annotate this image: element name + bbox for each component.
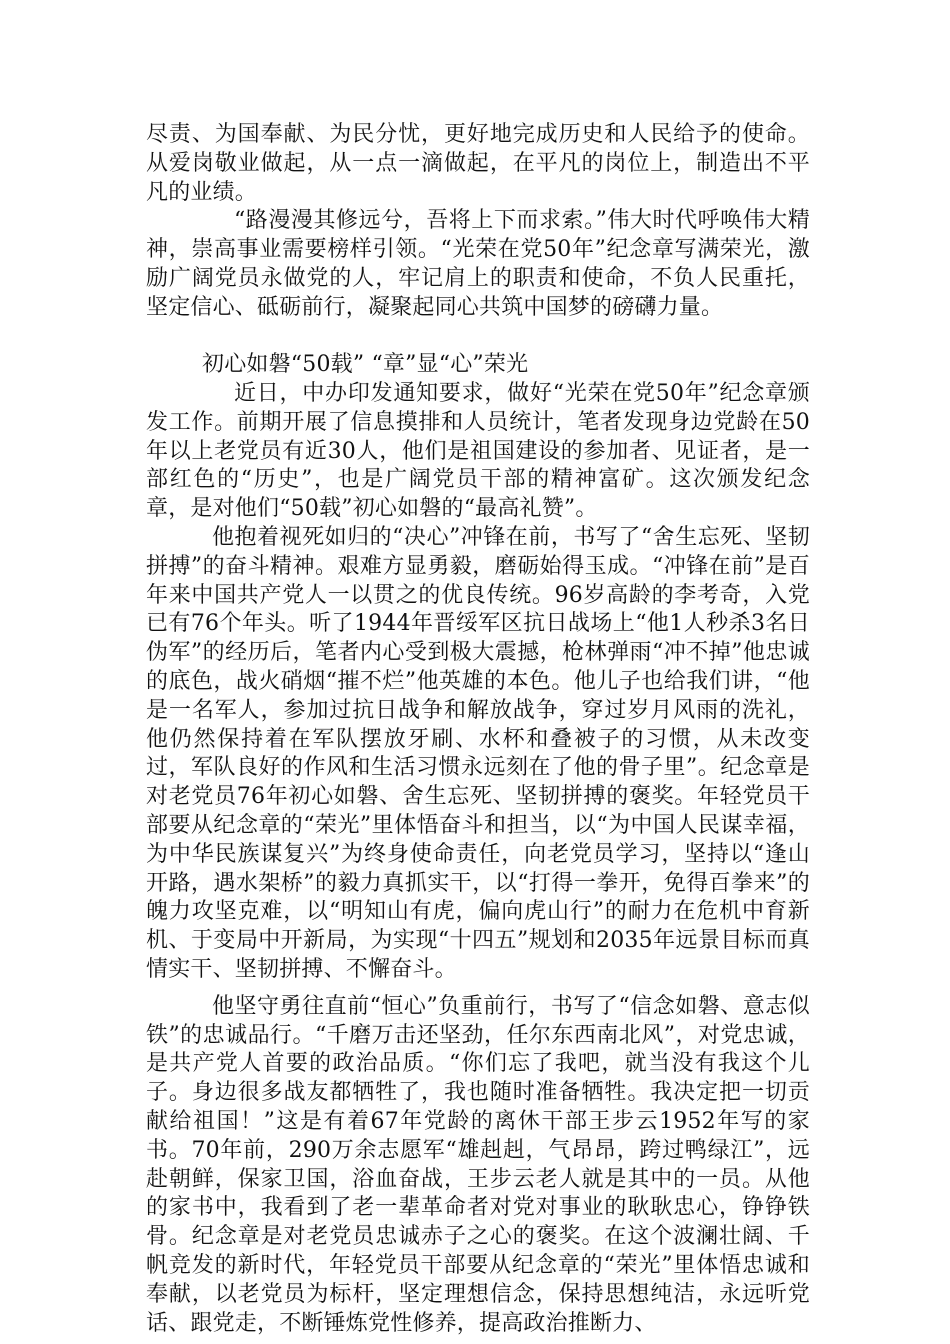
paragraph-4: 他抱着视死如归的“决心”冲锋在前，书写了“舍生忘死、坚韧拼搏”的奋斗精神。艰难方显勇毅，磨砺始得玉成。“冲锋在前”是百年来中国共产党人一以贯之的优良传统。96岁高龄的李考奇，入党已有76个年头。听了1944年晋绥军区抗日战场上“他1人秒杀3名日伪军”的经历后，笔者内心受到极大震撼，枪林弹雨“冲不掉”他忠诚的底色，战火硝烟“摧不烂”他英雄的本色。他儿子也给我们讲，“他是一名军人，参加过抗日战争和解放战争，穿过岁月风雨的洗礼，他仍然保持着在军队摆放牙刷、水杯和叠被子的习惯，从未改变过，军队良好的作风和生活习惯永远刻在了他的骨子里”。纪念章是对老党员76年初心如磐、舍生忘死、坚韧拼搏的褒奖。年轻党员干部要从纪念章的“荣光”里体悟奋斗和担当，以“为中国人民谋幸福，为中华民族谋复兴”为终身使命责任，向老党员学习，坚持以“逢山开路，遇水架桥”的毅力真抓实干，以“打得一拳开，免得百拳来”的魄力攻坚克难，以“明知山有虎，偏向虎山行”的耐力在危机中育新机、于变局中开新局，为实现“十四五”规划和2035年远景目标而真情实干、坚韧拼搏、不懈奋斗。	[146, 524, 810, 982]
paragraph-2: “路漫漫其修远兮，吾将上下而求索。”伟大时代呼唤伟大精神，崇高事业需要榜样引领。“光荣在党50年”纪念章写满荣光，激励广阔党员永做党的人，牢记肩上的职责和使命，不负人民重托，坚定信心、砥砺前行，凝聚起同心共筑中国梦的磅礴力量。	[146, 208, 810, 320]
paragraph-5: 他坚守勇往直前“恒心”负重前行，书写了“信念如磐、意志似铁”的忠诚品行。“千磨万击还坚劲，任尔东西南北风”，对党忠诚，是共产党人首要的政治品质。“你们忘了我吧，就当没有我这个儿子。身边很多战友都牺牲了，我也随时准备牺牲。我决定把一切贡献给祖国！”这是有着67年党龄的离休干部王步云1952年写的家书。70年前，290万余志愿军“雄赳赳，气昂昂，跨过鸭绿江”，远赴朝鲜，保家卫国，浴血奋战，王步云老人就是其中的一员。从他的家书中，我看到了老一辈革命者对党对事业的耿耿忠心，铮铮铁骨。纪念章是对老党员忠诚赤子之心的褒奖。在这个波澜壮阔、千帆竞发的新时代，年轻党员干部要从纪念章的“荣光”里体悟忠诚和奉献，以老党员为标杆，坚定理想信念，保持思想纯洁，永远听党话、跟党走，不断锤炼党性修养，提高政治推断力、	[146, 993, 810, 1336]
section-1-body	[146, 121, 810, 323]
section-2-body	[146, 380, 810, 1338]
paragraph-spacer	[146, 985, 810, 993]
section-heading: 初心如磐“50载” “章”显“心”荣光	[202, 352, 529, 377]
paragraph-1: 尽责、为国奉献、为民分忧，更好地完成历史和人民给予的使命。从爱岗敬业做起，从一点一滴做起，在平凡的岗位上，制造出不平凡的业绩。	[146, 122, 810, 205]
paragraph-3: 近日，中办印发通知要求，做好“光荣在党50年”纪念章颁发工作。前期开展了信息摸排和人员统计，笔者发现身边党龄在50年以上老党员有近30人，他们是祖国建设的参加者、见证者，是一部红色的“历史”，也是广阔党员干部的精神富矿。这次颁发纪念章，是对他们“50载”初心如磐的“最高礼赞”。	[146, 381, 810, 522]
